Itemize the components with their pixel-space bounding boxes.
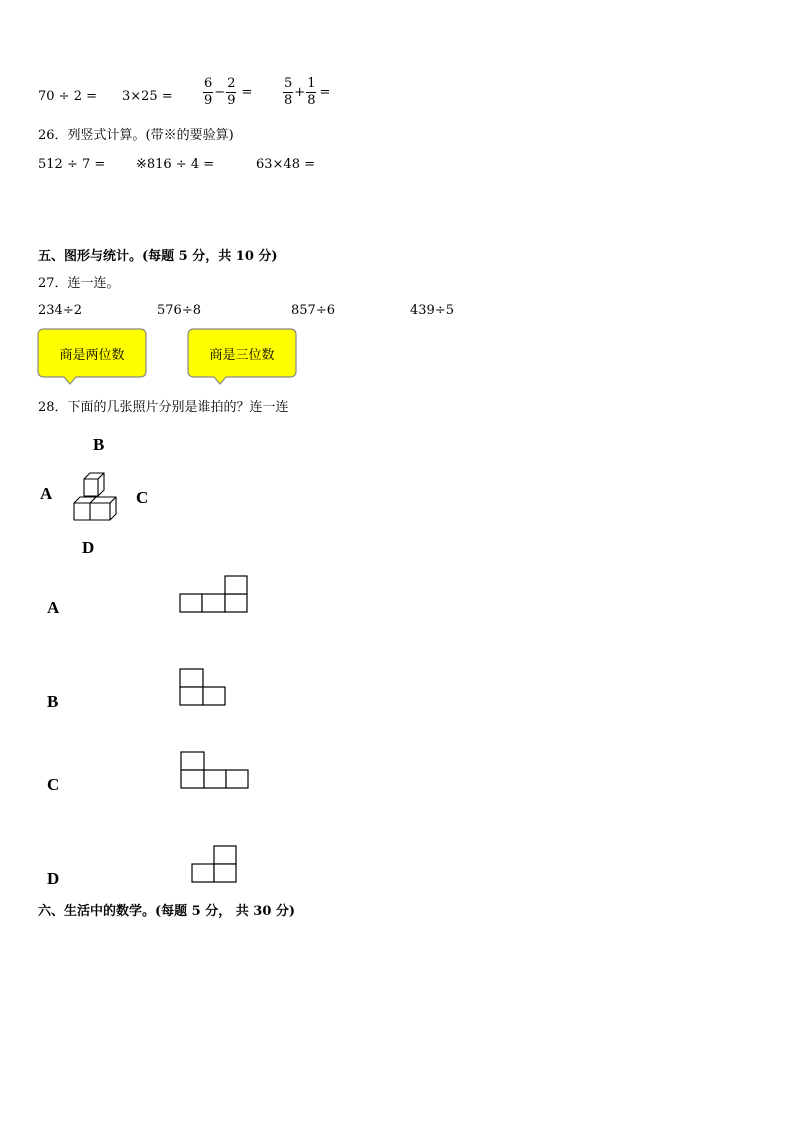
view-label-b: B — [47, 692, 59, 711]
fraction — [226, 77, 236, 108]
numerator: 2 — [227, 76, 236, 91]
q27-item-2: 576÷8 — [157, 303, 201, 318]
fraction — [306, 77, 316, 108]
view-d-grid — [191, 845, 241, 885]
direction-label-b: B — [93, 435, 105, 454]
cube-stack-figure — [70, 470, 122, 524]
callout-three-digit-text: 商是三位数 — [209, 347, 275, 363]
callout-two-digit-text: 商是两位数 — [59, 347, 125, 363]
q26-expr-2: ※816 ÷ 4 = — [136, 157, 215, 172]
minus-sign: − — [214, 85, 226, 100]
fraction — [203, 77, 213, 108]
section-6-title: 六、生活中的数学。(每题 5 分， 共 30 分) — [38, 904, 296, 919]
direction-label-a: A — [40, 484, 53, 503]
q26-expr-1: 512 ÷ 7 = — [38, 157, 106, 172]
numerator: 5 — [284, 76, 293, 91]
fraction — [283, 77, 293, 108]
numerator: 1 — [307, 76, 316, 91]
q28-title: 28．下面的几张照片分别是谁拍的？连一连 — [38, 400, 289, 415]
denominator: 9 — [227, 93, 236, 108]
view-label-d: D — [47, 869, 60, 888]
q26-expr-3: 63×48 = — [256, 157, 316, 172]
callout-three-digit — [186, 328, 298, 386]
q27-title: 27．连一连。 — [38, 276, 120, 291]
q27-item-3: 857÷6 — [291, 303, 335, 318]
view-label-a: A — [47, 598, 60, 617]
plus-sign: + — [294, 85, 306, 100]
q25-expr-3 — [202, 77, 252, 108]
q25-expr-1: 70 ÷ 2 = — [38, 89, 97, 104]
q27-item-1: 234÷2 — [38, 303, 82, 318]
denominator: 8 — [307, 93, 316, 108]
direction-label-d: D — [82, 538, 95, 557]
section-5-title: 五、图形与统计。(每题 5 分，共 10 分) — [38, 249, 278, 264]
callout-two-digit — [36, 328, 148, 386]
denominator: 8 — [284, 93, 293, 108]
q25-expr-2: 3×25 = — [122, 89, 173, 104]
q25-expr-4 — [282, 77, 330, 108]
q26-title: 26．列竖式计算。(带※的要验算) — [38, 128, 234, 143]
numerator: 6 — [204, 76, 213, 91]
view-b-grid — [179, 668, 229, 708]
view-label-c: C — [47, 775, 60, 794]
direction-label-c: C — [136, 488, 149, 507]
equals-sign: = — [319, 85, 331, 100]
view-a-grid — [179, 575, 251, 615]
equals-sign: = — [241, 85, 253, 100]
denominator: 9 — [204, 93, 213, 108]
view-c-grid — [180, 751, 252, 791]
q27-item-4: 439÷5 — [410, 303, 454, 318]
